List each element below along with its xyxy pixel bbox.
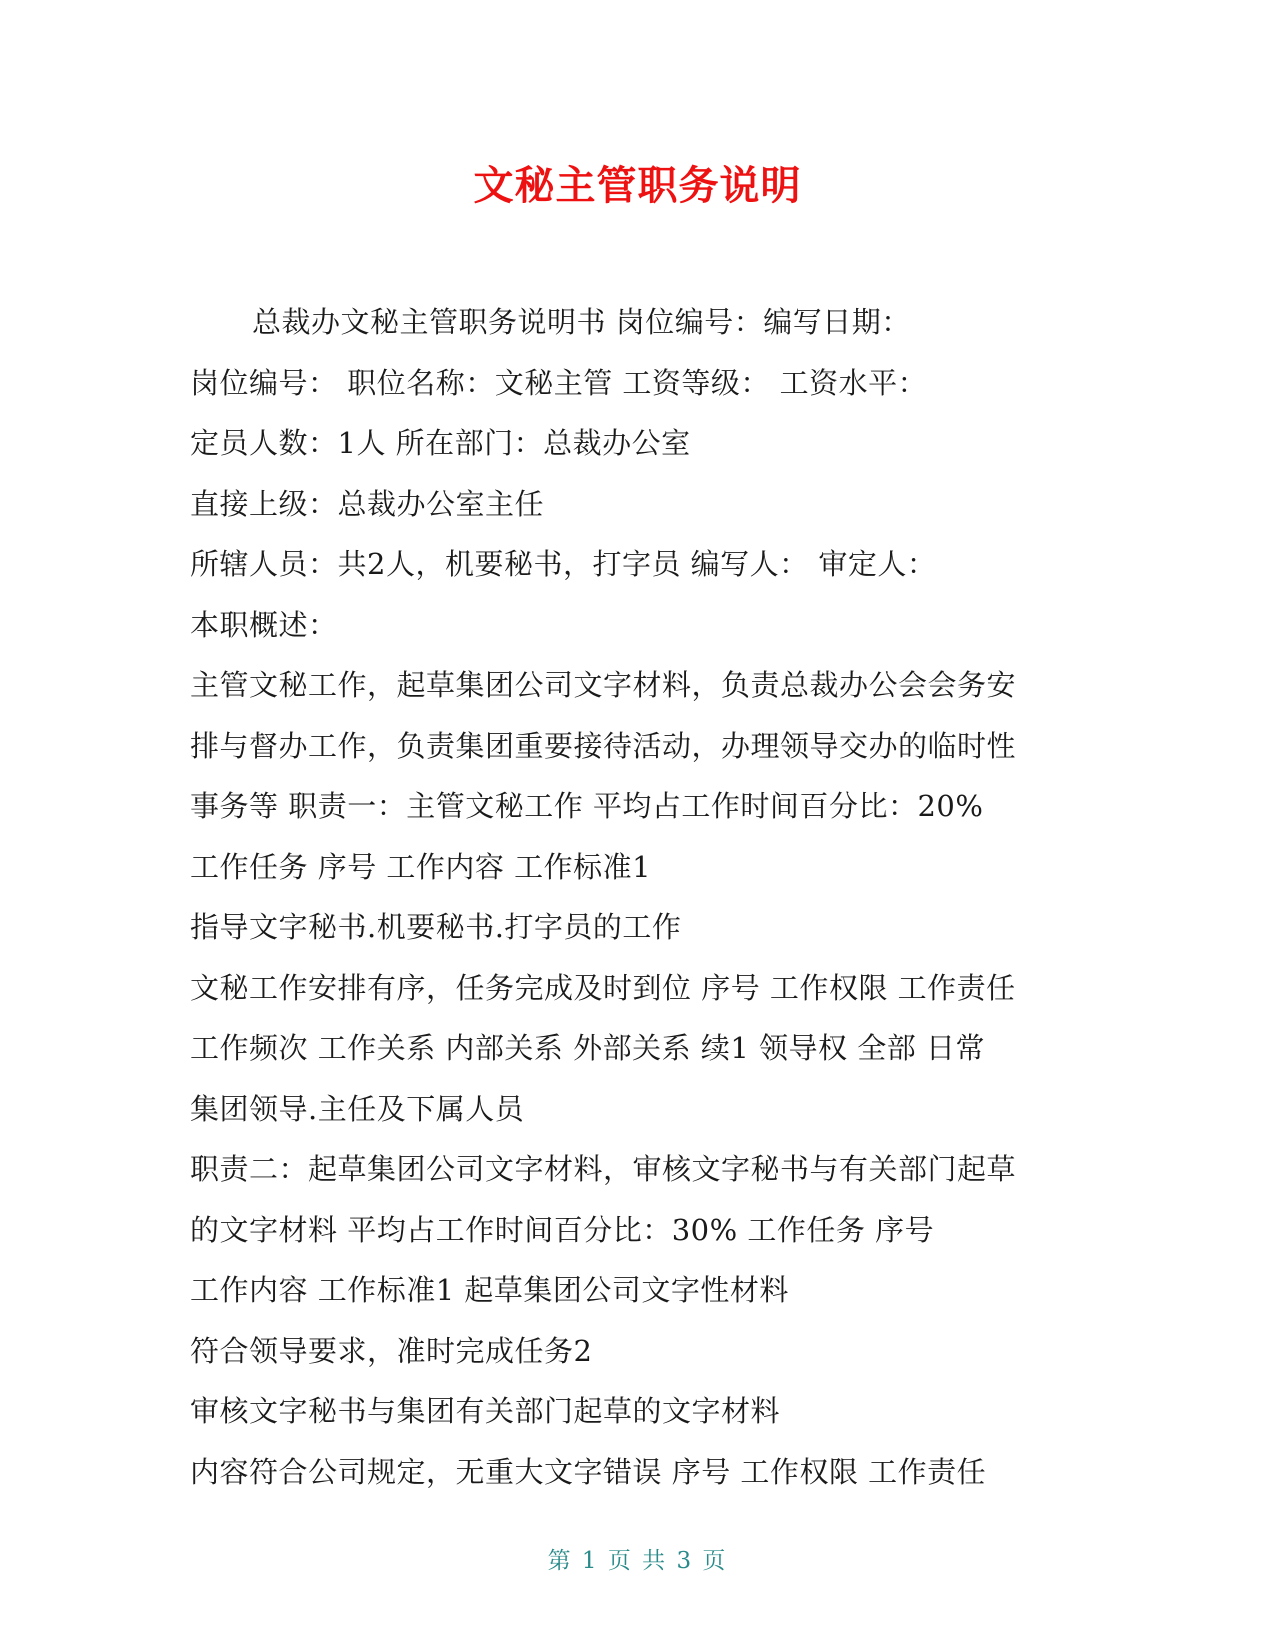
- body-line: 集团领导.主任及下属人员: [190, 1091, 525, 1126]
- body-line: 职责二：起草集团公司文字材料，审核文字秘书与有关部门起草: [190, 1152, 1017, 1186]
- document-title: 文秘主管职务说明: [473, 163, 802, 209]
- body-line: 排与督办工作，负责集团重要接待活动，办理领导交办的临时性: [190, 728, 1017, 763]
- body-line: 主管文秘工作，起草集团公司文字材料，负责总裁办公会会务安: [190, 668, 1017, 702]
- body-line: 工作频次 工作关系 内部关系 外部关系 续1 领导权 全部 日常: [190, 1031, 985, 1065]
- body-line: 直接上级：总裁办公室主任: [190, 486, 545, 521]
- body-line: 工作任务 序号 工作内容 工作标准1: [190, 849, 652, 884]
- body-line: 事务等 职责一：主管文秘工作 平均占工作时间百分比：20%: [190, 789, 984, 823]
- page-number-footer: 第 1 页 共 3 页: [547, 1548, 728, 1574]
- body-line: 岗位编号： 职位名称：文秘主管 工资等级： 工资水平：: [190, 365, 928, 400]
- body-line: 指导文字秘书.机要秘书.打字员的工作: [190, 910, 682, 944]
- body-line: 符合领导要求，准时完成任务2: [190, 1333, 593, 1368]
- body-line: 总裁办文秘主管职务说明书 岗位编号：编写日期：: [252, 305, 911, 339]
- body-line: 本职概述：: [190, 607, 338, 642]
- body-line: 审核文字秘书与集团有关部门起草的文字材料: [190, 1394, 781, 1428]
- body-line: 内容符合公司规定，无重大文字错误 序号 工作权限 工作责任: [190, 1454, 987, 1489]
- document-body: [190, 292, 1090, 1502]
- body-line: 文秘工作安排有序，任务完成及时到位 序号 工作权限 工作责任: [190, 970, 1016, 1005]
- body-line: 定员人数：1人 所在部门：总裁办公室: [190, 426, 691, 460]
- body-line: 所辖人员：共2人，机要秘书，打字员 编写人： 审定人：: [190, 547, 937, 581]
- body-line: 工作内容 工作标准1 起草集团公司文字性材料: [190, 1273, 789, 1307]
- body-line: 的文字材料 平均占工作时间百分比：30% 工作任务 序号: [190, 1212, 935, 1247]
